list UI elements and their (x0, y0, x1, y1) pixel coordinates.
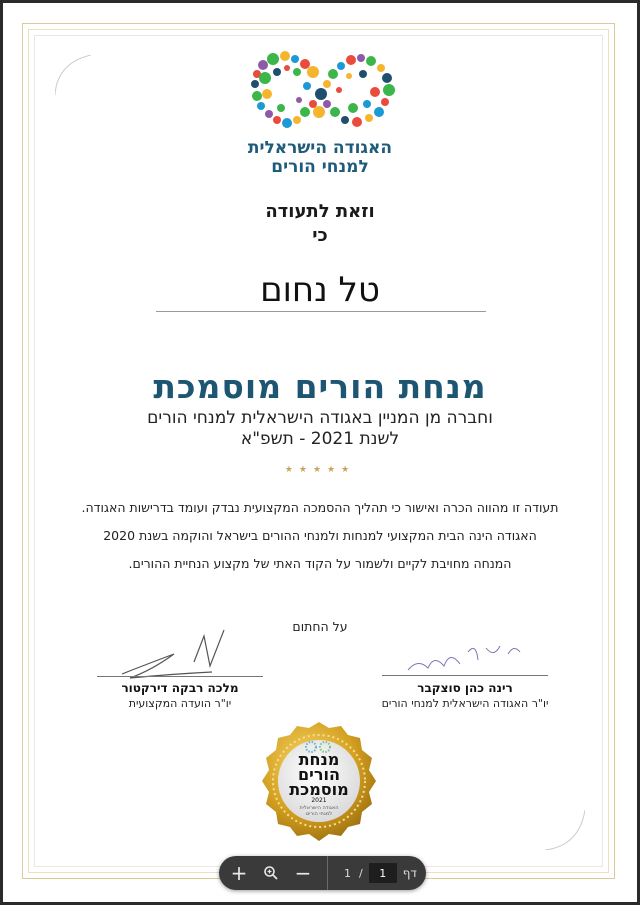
seal-year: 2021 (311, 797, 327, 804)
signatory-left-name: מלכה רבקה דירקטור (121, 681, 239, 695)
recipient-underline (156, 311, 486, 312)
infinity-dots-logo-icon (243, 50, 398, 135)
body-line-3: המנחה מחויבת לקיים ולשמור על הקוד האתי של מקצוע הנחיית ההורים. (128, 556, 512, 571)
plus-icon: + (230, 861, 248, 885)
seal-line3: מוסמכת (289, 780, 349, 799)
page-label: דף (402, 866, 417, 880)
signature-line-left (97, 676, 263, 677)
signatory-right-role: יו"ר האגודה הישראלית למנחי הורים (381, 697, 549, 710)
certificate-heading-line1: וזאת לתעודה (265, 201, 375, 222)
seal-text (256, 752, 382, 817)
organization-name-line2: למנחי הורים (271, 157, 369, 177)
current-page-input[interactable] (369, 863, 397, 883)
seal-org-line2: למנחי הורים (305, 811, 333, 817)
signed-label: על החתום (292, 619, 348, 634)
certificate-title: מנחת הורים מוסמכת (153, 367, 487, 406)
corner-ornament-top-left (55, 55, 95, 95)
signature-line-right (382, 675, 548, 676)
zoom-out-button[interactable] (287, 856, 319, 890)
zoom-fit-button[interactable] (255, 856, 287, 890)
total-pages: 1 (344, 866, 351, 880)
page-separator: / (359, 866, 363, 880)
organization-name-line1: האגודה הישראלית (247, 138, 393, 158)
minus-icon: − (294, 861, 312, 885)
pdf-viewer-toolbar (219, 856, 426, 890)
toolbar-divider (327, 856, 328, 890)
seal-line2: הורים (298, 765, 340, 784)
certificate-heading-line2: כי (312, 225, 328, 246)
stars-decoration: ★★★★★ (284, 465, 356, 475)
corner-ornament-bottom-right (545, 810, 585, 850)
seal-line1: מנחת (298, 750, 340, 769)
certificate-subtitle-line2: לשנת 2021 - תשפ"א (240, 429, 400, 449)
signatory-right-name: רינה כהן סוצקבר (417, 681, 513, 695)
magnifier-icon (263, 865, 279, 881)
recipient-name: טל נחום (260, 270, 380, 310)
body-line-1: תעודה זו מהווה הכרה ואישור כי תהליך ההסמכה המקצועית נבדק ועומד בדרישות האגודה. (81, 500, 559, 515)
body-line-2: האגודה הינה הבית המקצועי למנחות ולמנחי ההורים בישראל והוקמה בשנת 2020 (103, 528, 537, 543)
seal-org-line1: האגודה הישראלית (299, 805, 339, 811)
signatory-left-role: יו"ר הועדה המקצועית (128, 697, 232, 710)
certificate-subtitle-line1: וחברה מן המניין באגודה הישראלית למנחי הורים (147, 408, 493, 428)
signature-right-scribble (404, 640, 524, 678)
zoom-in-button[interactable] (223, 856, 255, 890)
